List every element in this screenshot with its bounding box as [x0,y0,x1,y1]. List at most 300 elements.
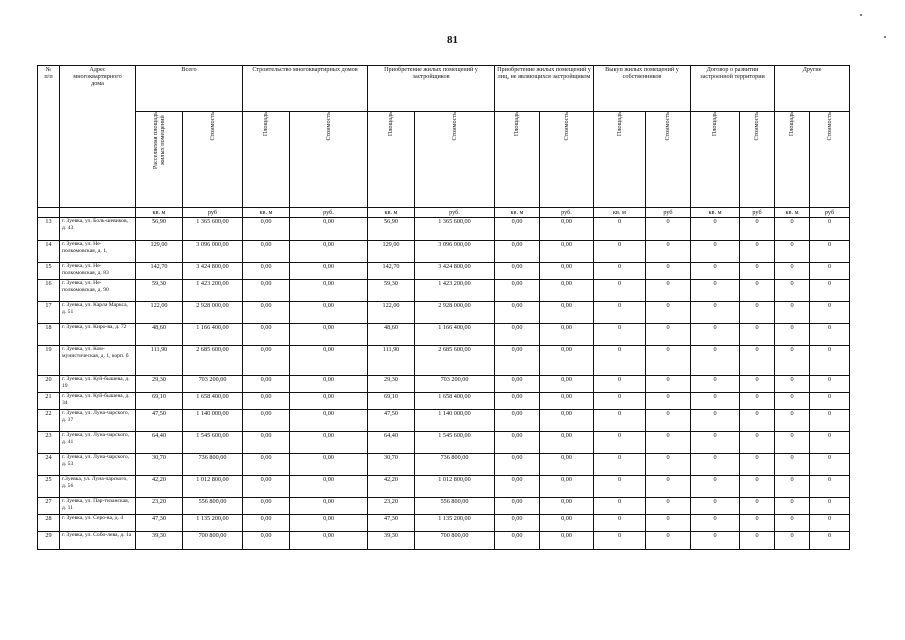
cell-area: 0,00 [243,376,290,393]
cell-cost: 1 166 400,00 [183,324,243,346]
row-number: 15 [38,263,60,280]
subheader-text: Стоимость [664,112,672,141]
subheader-text: Площадь [788,112,796,137]
row-number: 16 [38,280,60,302]
row-number: 21 [38,393,60,410]
cell-cost: 1 545 600,00 [415,432,495,454]
subheader-cost [415,112,495,208]
subheader-area [243,112,290,208]
cell-cost: 1 423 200,00 [415,280,495,302]
row-address: г. Зуевка, ул. Ком-мунистическая, д. 1, корп. б [60,346,136,376]
cell-area: 0,00 [243,241,290,263]
cell-area: 0 [691,376,740,393]
cell-area: 0 [775,476,810,498]
cell-cost: 0,00 [540,432,594,454]
cell-cost: 0 [646,280,691,302]
cell-area: 0,00 [495,376,540,393]
cell-cost: 0,00 [290,432,368,454]
cell-cost: 0,00 [290,241,368,263]
subheader-text: Площадь [387,112,395,137]
cell-cost: 0 [810,218,850,241]
cell-area: 0,00 [243,432,290,454]
cell-area: 47,30 [136,515,183,532]
cell-area: 0 [594,241,646,263]
cell-cost: 0 [646,498,691,515]
cell-cost: 0 [740,476,775,498]
row-number: 28 [38,515,60,532]
subheader-area [368,112,415,208]
cell-cost: 0 [810,376,850,393]
cell-cost: 1 658 400,00 [183,393,243,410]
header-group-purchase-developers: Приобретение жилых помещений у застройщиков [368,66,495,112]
cell-area: 142,70 [136,263,183,280]
cell-cost: 0 [646,393,691,410]
cell-area: 0 [594,324,646,346]
cell-cost: 700 800,00 [415,532,495,550]
row-address: г. Зуевка, ул. Луна-чарского, д. 41 [60,432,136,454]
cell-area: 0,00 [243,476,290,498]
subheader-text: Площадь [711,112,719,137]
cell-area: 0 [775,498,810,515]
cell-cost: 556 800,00 [415,498,495,515]
cell-cost: 0,00 [290,218,368,241]
cell-area: 0 [594,263,646,280]
subheader-cost [646,112,691,208]
resettlement-table [37,65,850,550]
cell-area: 0,00 [495,476,540,498]
cell-area: 0 [691,476,740,498]
cell-cost: 0,00 [290,393,368,410]
cell-cost: 0 [810,324,850,346]
cell-area: 0 [691,532,740,550]
cell-area: 0,00 [495,241,540,263]
cell-cost: 1 012 800,00 [415,476,495,498]
cell-area: 0,00 [243,263,290,280]
cell-area: 0,00 [243,393,290,410]
cell-cost: 736 800,00 [415,454,495,476]
cell-area: 0,00 [495,302,540,324]
cell-cost: 0 [646,376,691,393]
cell-area: 42,20 [136,476,183,498]
cell-cost: 700 800,00 [183,532,243,550]
cell-area: 0 [691,393,740,410]
cell-area: 0 [691,498,740,515]
subheader-text: Стоимость [753,112,761,141]
subheader-text: Стоимость [324,112,332,141]
cell-area: 47,30 [368,515,415,532]
cell-area: 0,00 [495,532,540,550]
cell-area: 69,10 [368,393,415,410]
cell-cost: 0 [646,476,691,498]
cell-area: 64,40 [136,432,183,454]
cell-cost: 556 800,00 [183,498,243,515]
row-address: г. Зуевка, ул. Луна-чарского, д. 53 [60,454,136,476]
cell-cost: 703 200,00 [183,376,243,393]
cell-area: 0 [775,346,810,376]
cell-area: 0,00 [495,324,540,346]
cell-cost: 1 140 000,00 [415,410,495,432]
table-row [38,476,850,498]
cell-area: 56,90 [136,218,183,241]
row-number: 18 [38,324,60,346]
cell-area: 0 [775,515,810,532]
cell-area: 0 [691,263,740,280]
cell-area: 39,30 [368,532,415,550]
cell-cost: 0 [810,346,850,376]
row-number: 24 [38,454,60,476]
cell-area: 0,00 [495,454,540,476]
cell-area: 0,00 [495,393,540,410]
cell-cost: 0,00 [540,280,594,302]
cell-cost: 0 [740,302,775,324]
table-row [38,280,850,302]
cell-cost: 703 200,00 [415,376,495,393]
cell-cost: 0,00 [290,324,368,346]
cell-area: 30,70 [136,454,183,476]
subheader-text: Площадь [262,112,270,137]
header-num: № п/п [38,66,60,208]
cell-cost: 0 [810,532,850,550]
cell-area: 0 [775,263,810,280]
cell-area: 0 [594,532,646,550]
cell-area: 59,30 [368,280,415,302]
unit-label: руб. [540,208,594,218]
scan-speck [884,36,886,38]
cell-area: 0 [594,476,646,498]
cell-cost: 0 [740,393,775,410]
row-number: 13 [38,218,60,241]
cell-cost: 0,00 [540,476,594,498]
cell-area: 0,00 [495,432,540,454]
subheader-total-area [136,112,183,208]
cell-cost: 2 928 000,00 [415,302,495,324]
subheader-cost [810,112,850,208]
cell-cost: 0,00 [290,476,368,498]
cell-area: 0,00 [243,515,290,532]
cell-area: 0 [775,410,810,432]
cell-cost: 0,00 [290,498,368,515]
table-row [38,263,850,280]
cell-area: 122,00 [136,302,183,324]
header-group-construction: Строительство многоквартирных домов [243,66,368,112]
subheader-text: Площадь [615,112,623,137]
cell-area: 23,20 [368,498,415,515]
cell-area: 0 [691,324,740,346]
cell-cost: 0 [740,515,775,532]
cell-area: 111,90 [136,346,183,376]
cell-cost: 0,00 [540,376,594,393]
row-address: г. Зуевка, ул. Не-полкомовская, д. 83 [60,263,136,280]
row-address: г. Зуевка, ул. Киро-ва, д. 72 [60,324,136,346]
unit-label: кв. м [136,208,183,218]
cell-cost: 0 [740,410,775,432]
cell-cost: 0 [646,454,691,476]
cell-area: 0,00 [495,346,540,376]
cell-area: 0 [594,454,646,476]
cell-area: 0 [594,302,646,324]
subheader-area [775,112,810,208]
cell-cost: 0 [646,432,691,454]
unit-label: кв. м [368,208,415,218]
row-address: г. Зуевка, ул. Куй-бышева, д. 19 [60,376,136,393]
unit-label: кв. м [594,208,646,218]
scan-speck [860,14,862,16]
cell-cost: 2 685 600,00 [183,346,243,376]
cell-cost: 0 [740,280,775,302]
cell-cost: 0 [740,432,775,454]
header-group-total: Всего [136,66,243,112]
cell-cost: 0,00 [540,263,594,280]
cell-cost: 0 [646,515,691,532]
row-address: г. Зуевка, ул. Куй-бышева, д. 34 [60,393,136,410]
row-address: г. Зуевка, ул. Собо-лева, д. 1а [60,532,136,550]
cell-area: 0,00 [243,454,290,476]
cell-cost: 3 424 800,00 [183,263,243,280]
cell-cost: 1 166 400,00 [415,324,495,346]
cell-cost: 0,00 [540,532,594,550]
cell-cost: 1 658 400,00 [415,393,495,410]
cell-cost: 0 [810,432,850,454]
row-address: г. Зуевка, ул. Боль-шевиков, д. 43 [60,218,136,241]
table-row [38,432,850,454]
cell-cost: 0,00 [540,454,594,476]
cell-area: 0,00 [243,280,290,302]
subheader-cost [740,112,775,208]
table-row [38,454,850,476]
table-row [38,241,850,263]
cell-area: 111,90 [368,346,415,376]
cell-cost: 0,00 [290,263,368,280]
unit-label: кв. м [691,208,740,218]
unit-label: руб. [415,208,495,218]
cell-area: 30,70 [368,454,415,476]
cell-cost: 0 [646,324,691,346]
cell-cost: 0 [740,241,775,263]
table-row [38,324,850,346]
table-row [38,515,850,532]
cell-cost: 1 423 200,00 [183,280,243,302]
table-row [38,498,850,515]
cell-cost: 0,00 [540,410,594,432]
cell-cost: 0,00 [290,515,368,532]
cell-area: 0 [594,498,646,515]
table-row [38,393,850,410]
cell-cost: 0 [740,346,775,376]
subheader-area [495,112,540,208]
header-group-buyout-owners: Выкуп жилых помещений у собственников [594,66,691,112]
cell-cost: 3 096 000,00 [415,241,495,263]
cell-area: 0 [775,376,810,393]
row-address: г. Зуевка, ул. Не-полкомовская, д. 1, [60,241,136,263]
cell-area: 0 [594,432,646,454]
cell-cost: 0,00 [540,393,594,410]
unit-label: руб. [290,208,368,218]
cell-area: 29,30 [136,376,183,393]
header-group-territory-development: Договор о развитии застроенной территории [691,66,775,112]
cell-cost: 0,00 [540,302,594,324]
cell-area: 69,10 [136,393,183,410]
cell-area: 0,00 [243,302,290,324]
unit-label: кв. м [243,208,290,218]
row-address: г. Зуевка, ул. Не-полкомовская, д. 90 [60,280,136,302]
subheader-cost [540,112,594,208]
row-address: г. Зуевка, ул. Серо-ва, д. 4 [60,515,136,532]
unit-label: руб [646,208,691,218]
header-group-other: Другие [775,66,850,112]
cell-area: 142,70 [368,263,415,280]
cell-area: 0,00 [495,515,540,532]
cell-cost: 0 [810,280,850,302]
table-row [38,532,850,550]
cell-area: 39,30 [136,532,183,550]
cell-area: 0 [691,432,740,454]
row-number: 29 [38,532,60,550]
cell-cost: 1 545 600,00 [183,432,243,454]
cell-area: 0 [691,218,740,241]
cell-area: 0,00 [243,532,290,550]
cell-area: 0 [775,532,810,550]
cell-cost: 1 135 200,00 [415,515,495,532]
cell-cost: 0 [646,302,691,324]
cell-cost: 1 012 800,00 [183,476,243,498]
table-body [38,218,850,550]
row-address: г. Зуевка, ул. Пар-тизанская, д. 11 [60,498,136,515]
cell-cost: 0,00 [290,410,368,432]
cell-cost: 0 [646,218,691,241]
cell-cost: 0 [810,498,850,515]
cell-cost: 0 [810,454,850,476]
cell-area: 29,30 [368,376,415,393]
cell-area: 59,30 [136,280,183,302]
cell-cost: 0 [810,241,850,263]
cell-area: 0 [775,302,810,324]
cell-area: 47,50 [368,410,415,432]
cell-area: 0 [775,393,810,410]
unit-label: кв. м [495,208,540,218]
cell-area: 129,00 [368,241,415,263]
cell-area: 42,20 [368,476,415,498]
unit-label: руб [740,208,775,218]
row-number: 22 [38,410,60,432]
table-row [38,410,850,432]
cell-cost: 0,00 [290,302,368,324]
cell-cost: 0 [810,410,850,432]
cell-cost: 2 928 000,00 [183,302,243,324]
cell-area: 0 [594,346,646,376]
cell-cost: 0 [646,241,691,263]
cell-area: 0 [691,410,740,432]
cell-cost: 0 [810,263,850,280]
cell-area: 64,40 [368,432,415,454]
cell-area: 122,00 [368,302,415,324]
cell-area: 0 [775,454,810,476]
cell-area: 48,60 [136,324,183,346]
units-blank [38,208,60,218]
subheader-text: Площадь [513,112,521,137]
cell-area: 0,00 [495,263,540,280]
cell-area: 23,20 [136,498,183,515]
cell-area: 0 [594,410,646,432]
row-address: г. Зуевка, ул. Луна-чарского, д. 37 [60,410,136,432]
subheader-cost [183,112,243,208]
unit-label: руб [183,208,243,218]
cell-cost: 0 [810,393,850,410]
cell-area: 0,00 [495,280,540,302]
cell-cost: 0 [646,532,691,550]
table-row [38,346,850,376]
cell-cost: 0 [740,324,775,346]
units-blank [60,208,136,218]
cell-area: 0 [775,432,810,454]
cell-cost: 0,00 [290,346,368,376]
row-number: 19 [38,346,60,376]
cell-cost: 0,00 [540,241,594,263]
cell-cost: 0 [740,532,775,550]
subheader-area [691,112,740,208]
cell-area: 0 [691,454,740,476]
subheader-text: Стоимость [208,112,216,141]
cell-cost: 0 [740,218,775,241]
cell-cost: 0 [740,376,775,393]
cell-cost: 0,00 [540,218,594,241]
cell-area: 0 [691,302,740,324]
cell-area: 0,00 [495,410,540,432]
subheader-text: Стоимость [825,112,833,141]
cell-area: 0 [691,280,740,302]
row-number: 20 [38,376,60,393]
cell-cost: 0 [646,346,691,376]
cell-area: 0,00 [243,346,290,376]
subheader-area [594,112,646,208]
cell-cost: 0 [740,454,775,476]
cell-cost: 1 135 200,00 [183,515,243,532]
cell-area: 0,00 [243,218,290,241]
cell-area: 0,00 [243,498,290,515]
cell-area: 0 [594,280,646,302]
cell-cost: 1 365 600,00 [183,218,243,241]
units-row [38,208,850,218]
cell-cost: 0,00 [540,498,594,515]
table-row [38,302,850,324]
cell-cost: 0 [810,476,850,498]
header-row-subcolumns [38,112,850,208]
cell-area: 0 [691,241,740,263]
row-number: 25 [38,476,60,498]
cell-area: 0 [594,515,646,532]
header-group-purchase-non-developers: Приобретение жилых помещений у лиц, не являющихся застройщиком [495,66,594,112]
cell-area: 0 [775,280,810,302]
cell-area: 0 [594,376,646,393]
subheader-text: Стоимость [450,112,458,141]
cell-cost: 0 [740,263,775,280]
cell-area: 0,00 [495,218,540,241]
cell-cost: 0 [810,515,850,532]
cell-cost: 0,00 [540,324,594,346]
row-address: г. Зуевка, ул. Карла Маркса, д. 51 [60,302,136,324]
cell-cost: 0 [646,410,691,432]
unit-label: кв. м [775,208,810,218]
cell-area: 48,60 [368,324,415,346]
subheader-text: Расселяемая площадь жилых помещений [151,112,166,170]
cell-area: 0,00 [243,324,290,346]
cell-area: 0 [775,324,810,346]
cell-cost: 3 096 000,00 [183,241,243,263]
row-number: 17 [38,302,60,324]
cell-area: 0 [691,515,740,532]
cell-area: 0 [594,393,646,410]
cell-area: 129,00 [136,241,183,263]
cell-cost: 0,00 [290,376,368,393]
